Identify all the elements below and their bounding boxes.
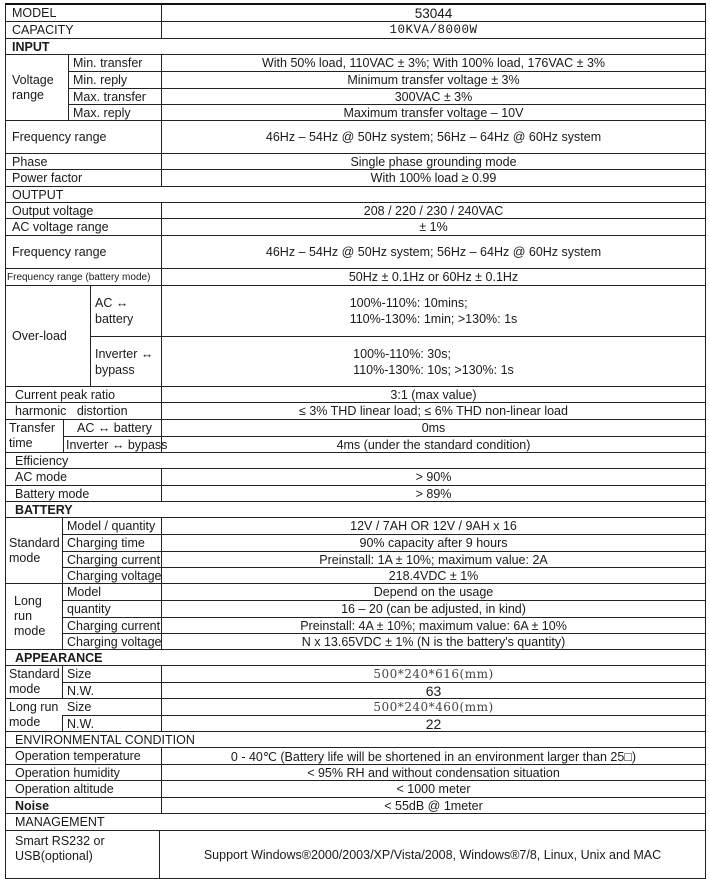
operation-altitude-label: Operation altitude: [15, 782, 114, 796]
transfer-inverter-bypass-label: Inverter ↔ bypass: [63, 437, 161, 453]
input-frequency-label: Frequency range: [12, 130, 107, 144]
group-appearance-long-run: [5, 699, 706, 732]
group-voltage-range: [5, 55, 706, 121]
overload-ac-battery-line2: 110%-130%: 1min; >130%: 1s: [349, 312, 518, 326]
lr-nw-label: N.W.: [62, 716, 161, 732]
row-operation-humidity: [5, 765, 706, 781]
row-phase: [5, 154, 706, 170]
row-current-peak-ratio: [5, 387, 706, 403]
min-reply-label: Min. reply: [68, 72, 161, 88]
max-transfer-label: Max. transfer: [68, 89, 161, 104]
ac-voltage-range-value: ± 1%: [161, 219, 705, 235]
row-noise: [5, 798, 706, 814]
group-transfer-time: [5, 420, 706, 453]
appearance-standard-mode-label: Standard mode: [9, 667, 60, 696]
output-voltage-label: Output voltage: [12, 203, 94, 218]
row-model: [5, 5, 706, 22]
model-value: 53044: [161, 5, 705, 21]
transfer-ac-battery-value: 0ms: [161, 420, 705, 436]
output-frequency-label: Frequency range: [12, 245, 107, 259]
transfer-time-label: Transfer time: [9, 421, 56, 450]
battery-mode-value: > 89%: [161, 486, 705, 501]
overload-inverter-bypass-label: Inverter ↔ bypass: [90, 337, 161, 387]
management-interface-value: Support Windows®2000/2003/XP/Vista/2008, Windows®7/8, Linux, Unix and MAC: [159, 831, 705, 878]
lr-model-label: Model: [62, 584, 161, 600]
lr-charging-voltage-label: Charging voltage: [62, 634, 161, 649]
lr-quantity-value: 16 – 20 (can be adjusted, in kind): [161, 601, 705, 617]
environment-section-title: ENVIRONMENTAL CONDITION: [15, 732, 195, 747]
management-interface-label: Smart RS232 or USB(optional): [15, 834, 105, 863]
output-voltage-value: 208 / 220 / 230 / 240VAC: [161, 203, 705, 218]
lr-model-value: Depend on the usage: [161, 584, 705, 600]
operation-humidity-label: Operation humidity: [15, 765, 120, 780]
min-reply-value: Minimum transfer voltage ± 3%: [161, 72, 705, 88]
row-operation-temperature: [5, 748, 706, 765]
lr-charging-voltage-value: N x 13.65VDC ± 1% (N is the battery's quantity): [161, 634, 705, 649]
noise-value: < 55dB @ 1meter: [161, 798, 705, 813]
row-ac-mode: [5, 469, 706, 486]
battery-long-run-mode-label: Long run mode: [14, 594, 46, 638]
section-output: [5, 187, 706, 203]
frequency-battery-mode-label: Frequency range (battery mode): [7, 271, 151, 283]
lr-charging-current-label: Charging current: [62, 618, 161, 633]
operation-temperature-label: Operation temperature: [15, 749, 141, 763]
max-reply-value: Maximum transfer voltage – 10V: [161, 105, 705, 120]
max-reply-label: Max. reply: [68, 105, 161, 120]
std-nw-value: 63: [161, 683, 705, 699]
battery-mode-label: Battery mode: [15, 486, 90, 501]
harmonic-distortion-label: harmonic distortion: [15, 404, 128, 418]
section-input: [5, 39, 706, 55]
row-management-interface: [5, 831, 706, 879]
lr-nw-value: 22: [161, 716, 705, 732]
power-factor-label: Power factor: [12, 171, 83, 185]
std-nw-label: N.W.: [62, 683, 161, 699]
section-appearance: [5, 650, 706, 666]
spec-table: [5, 3, 706, 879]
overload-inverter-bypass-line2: 110%-130%: 10s; >130%: 1s: [353, 363, 514, 377]
overload-ac-battery-label: AC ↔ battery: [90, 286, 161, 336]
harmonic-distortion-value: ≤ 3% THD linear load; ≤ 6% THD non-linear load: [161, 403, 705, 419]
lr-quantity-label: quantity: [62, 601, 161, 617]
std-model-quantity-label: Model / quantity: [62, 518, 161, 534]
output-section-title: OUTPUT: [12, 187, 64, 202]
operation-altitude-value: < 1000 meter: [161, 781, 705, 797]
appearance-long-run-mode-label: Long run mode: [9, 700, 59, 729]
output-frequency-value: 46Hz – 54Hz @ 50Hz system; 56Hz – 64Hz @ 60Hz system: [161, 236, 705, 268]
overload-inverter-bypass-line1: 100%-110%: 30s;: [353, 347, 451, 361]
current-peak-ratio-value: 3:1 (max value): [161, 387, 705, 402]
group-battery-long-run: [5, 584, 706, 650]
group-appearance-standard: [5, 666, 706, 699]
row-capacity: [5, 22, 706, 39]
std-charging-time-value: 90% capacity after 9 hours: [161, 535, 705, 551]
row-power-factor: [5, 170, 706, 187]
std-charging-current-value: Preinstall: 1A ± 10%; maximum value: 2A: [161, 552, 705, 567]
frequency-battery-mode-value: 50Hz ± 0.1Hz or 60Hz ± 0.1Hz: [161, 269, 705, 285]
section-battery: [5, 502, 706, 518]
battery-standard-mode-label: Standard mode: [9, 535, 60, 565]
lr-size-value: 500*240*460(mm): [161, 699, 705, 715]
section-management: [5, 814, 706, 831]
battery-section-title: BATTERY: [15, 502, 73, 517]
lr-size-label: Size: [67, 700, 92, 714]
std-size-value: 500*240*616(mm): [161, 666, 705, 682]
noise-label: Noise: [15, 798, 50, 813]
phase-value: Single phase grounding mode: [161, 154, 705, 169]
row-harmonic-distortion: [5, 403, 706, 420]
row-frequency-battery-mode: [5, 269, 706, 286]
model-label: MODEL: [12, 6, 57, 20]
row-input-frequency: [5, 121, 706, 154]
section-efficiency: [5, 453, 706, 469]
group-battery-standard: [5, 518, 706, 584]
phase-label: Phase: [12, 154, 48, 169]
ac-mode-value: > 90%: [161, 469, 705, 485]
row-ac-voltage-range: [5, 219, 706, 236]
std-charging-current-label: Charging current: [62, 552, 161, 567]
std-charging-time-label: Charging time: [62, 535, 161, 551]
min-transfer-label: Min. transfer: [68, 55, 161, 71]
input-frequency-value: 46Hz – 54Hz @ 50Hz system; 56Hz – 64Hz @ 60Hz system: [161, 121, 705, 153]
operation-temperature-value: 0 - 40℃ (Battery life will be shortened in an environment larger than 25□): [161, 748, 705, 764]
voltage-range-label: Voltage range: [12, 72, 54, 102]
std-size-label: Size: [62, 666, 161, 682]
appearance-section-title: APPEARANCE: [15, 650, 103, 665]
row-operation-altitude: [5, 781, 706, 798]
capacity-label: CAPACITY: [12, 23, 74, 37]
power-factor-value: With 100% load ≥ 0.99: [161, 170, 705, 186]
management-section-title: MANAGEMENT: [15, 815, 105, 829]
overload-inverter-bypass-value: [161, 337, 705, 387]
std-charging-voltage-value: 218.4VDC ± 1%: [161, 568, 705, 583]
std-charging-voltage-label: Charging voltage: [62, 568, 161, 583]
row-battery-mode: [5, 486, 706, 502]
efficiency-section-title: Efficiency: [15, 453, 69, 468]
current-peak-ratio-label: Current peak ratio: [15, 387, 116, 402]
max-transfer-value: 300VAC ± 3%: [161, 89, 705, 104]
overload-label: Over-load: [12, 328, 67, 343]
capacity-value: 10KVA/8000W: [161, 22, 705, 38]
ac-voltage-range-label: AC voltage range: [12, 220, 109, 234]
overload-ac-battery-line1: 100%-110%: 10mins;: [349, 296, 468, 310]
min-transfer-value: With 50% load, 110VAC ± 3%; With 100% load, 176VAC ± 3%: [161, 55, 705, 71]
ac-mode-label: AC mode: [15, 470, 68, 484]
transfer-inverter-bypass-value: 4ms (under the standard condition): [161, 437, 705, 453]
operation-humidity-value: < 95% RH and without condensation situation: [161, 765, 705, 780]
input-section-title: INPUT: [12, 39, 50, 54]
group-overload: [5, 286, 706, 387]
lr-charging-current-value: Preinstall: 4A ± 10%; maximum value: 6A ± 10%: [161, 618, 705, 633]
transfer-ac-battery-label: AC ↔ battery: [63, 420, 161, 436]
overload-ac-battery-value: [161, 286, 705, 336]
section-environment: [5, 732, 706, 748]
std-model-quantity-value: 12V / 7AH OR 12V / 9AH x 16: [161, 518, 705, 534]
row-output-frequency: [5, 236, 706, 269]
row-output-voltage: [5, 203, 706, 219]
